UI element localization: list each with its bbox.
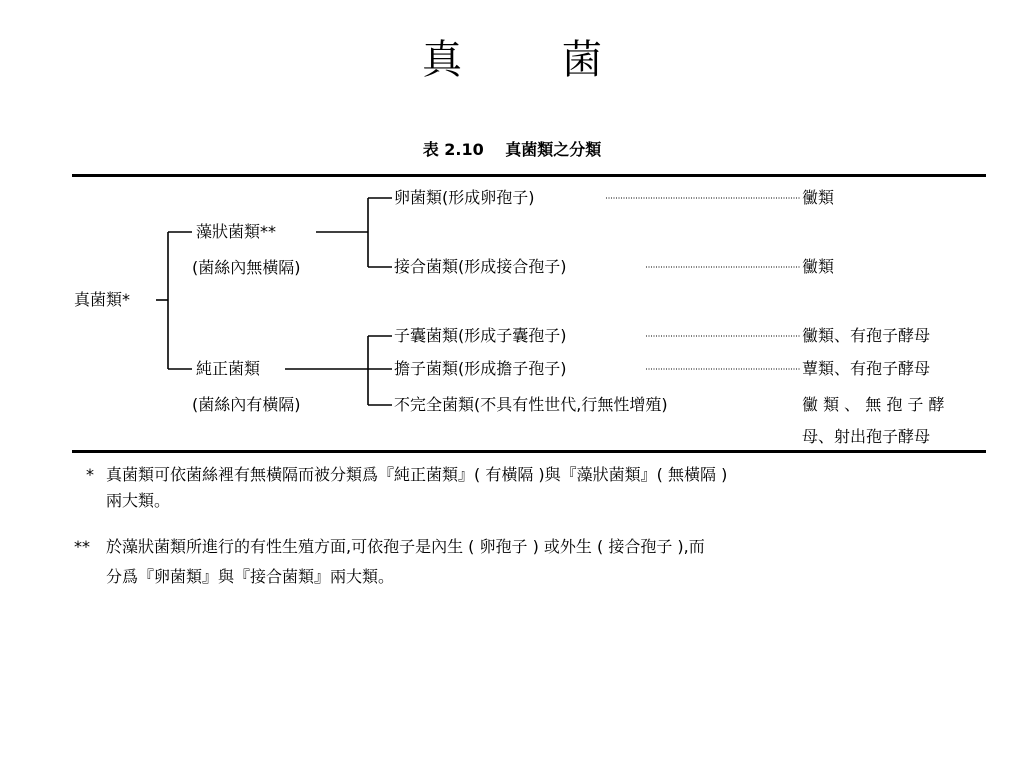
branch-example: 母、射出孢子酵母 [802, 427, 931, 446]
branch-example: 黴 類 、 無 孢 子 酵 [802, 395, 945, 414]
branch-label: 子囊菌類(形成子囊孢子) [394, 326, 567, 345]
group1-name: 藻狀菌類** [196, 222, 277, 241]
group2-name: 純正菌類 [196, 359, 261, 378]
footnote-text: 於藻狀菌類所進行的有性生殖方面,可依孢子是內生 ( 卵孢子 ) 或外生 ( 接合孢子 ),而 [106, 537, 705, 556]
branch-label: 接合菌類(形成接合孢子) [394, 257, 567, 276]
group1-description: (菌絲內無橫隔) [192, 258, 301, 277]
branch-label: 卵菌類(形成卵孢子) [394, 188, 535, 207]
footnote-marker: * [86, 465, 94, 484]
group2-description: (菌絲內有橫隔) [192, 395, 301, 414]
table-caption: 表 2.10 真菌類之分類 [422, 140, 602, 159]
root-label: 真菌類* [74, 290, 131, 309]
footnote-text: 兩大類。 [106, 491, 171, 510]
branch-example: 蕈類、有孢子酵母 [802, 359, 931, 378]
footnote-text: 真菌類可依菌絲裡有無橫隔而被分類爲『純正菌類』( 有橫隔 )與『藻狀菌類』( 無橫隔 ) [106, 465, 728, 484]
footnote-marker: ** [74, 537, 90, 556]
branch-example: 黴類 [802, 257, 835, 276]
page-title: 真 菌 [422, 37, 632, 83]
branch-label: 不完全菌類(不具有性世代,行無性增殖) [394, 395, 668, 414]
branch-example: 黴類 [802, 188, 835, 207]
branch-label: 擔子菌類(形成擔子孢子) [394, 359, 567, 378]
branch-example: 黴類、有孢子酵母 [802, 326, 931, 345]
footnote-text: 分爲『卵菌類』與『接合菌類』兩大類。 [106, 567, 395, 586]
